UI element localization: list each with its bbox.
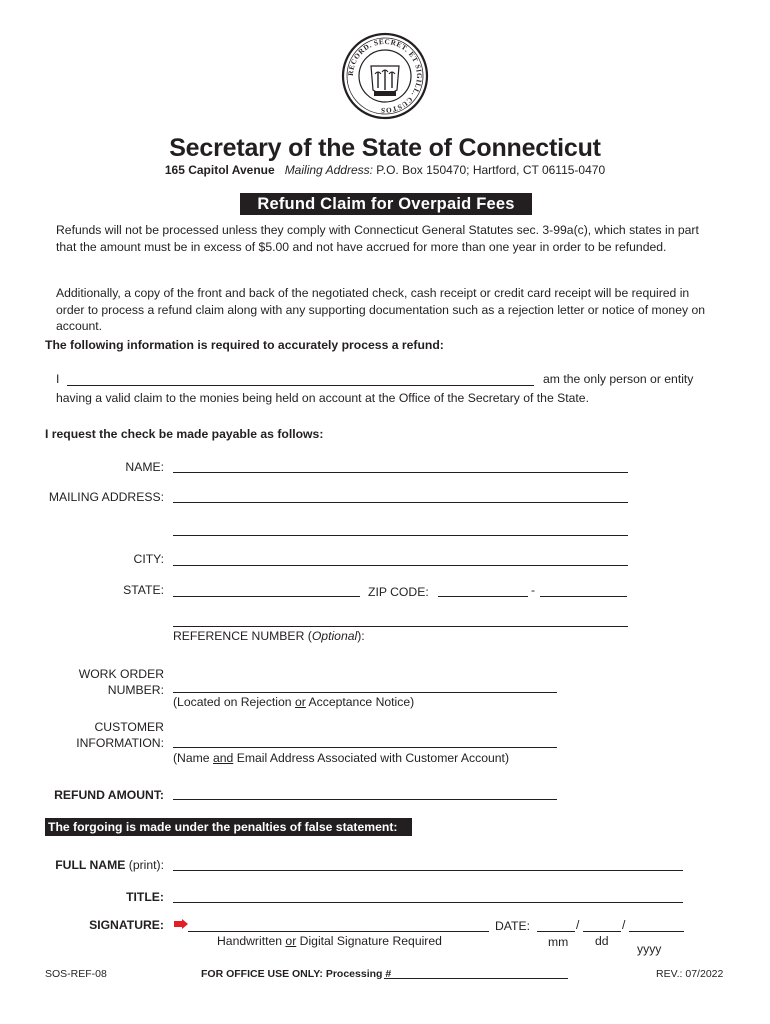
- mailing-address-label: MAILING ADDRESS:: [48, 490, 164, 504]
- name-field[interactable]: [173, 472, 628, 473]
- date-separator: /: [576, 918, 580, 932]
- state-seal-icon: [341, 32, 429, 120]
- state-field[interactable]: [173, 596, 360, 597]
- city-label: CITY:: [133, 552, 164, 566]
- city-field[interactable]: [173, 565, 628, 566]
- reference-number-field[interactable]: [173, 626, 628, 627]
- date-yyyy-hint: yyyy: [637, 942, 662, 956]
- seal-ring-text: RECORD. SECRET. ET SIGILL. CUSTOS: [346, 37, 424, 115]
- date-year-field[interactable]: [629, 931, 684, 932]
- zip-label: ZIP CODE:: [368, 585, 429, 599]
- mailing-address: P.O. Box 150470; Hartford, CT 06115-0470: [376, 163, 606, 177]
- penalty-heading: The forgoing is made under the penalties of false statement:: [45, 818, 412, 836]
- date-month-field[interactable]: [537, 931, 575, 932]
- payable-heading: I request the check be made payable as follows:: [45, 427, 324, 441]
- full-name-label: FULL NAME (print):: [55, 858, 164, 872]
- date-label: DATE:: [495, 919, 530, 933]
- zip-extension-field[interactable]: [540, 596, 627, 597]
- page-title: Secretary of the State of Connecticut: [169, 134, 601, 162]
- processing-number-field[interactable]: [384, 978, 568, 979]
- date-day-field[interactable]: [583, 931, 621, 932]
- full-name-field[interactable]: [173, 870, 683, 871]
- refund-amount-label: REFUND AMOUNT:: [54, 788, 164, 802]
- customer-information-field[interactable]: [173, 747, 557, 748]
- state-label: STATE:: [123, 583, 164, 597]
- claim-line-2: having a valid claim to the monies being held on account at the Office of the Secretary of the State.: [56, 391, 589, 405]
- title-label: TITLE:: [126, 890, 164, 904]
- intro-paragraph-1: Refunds will not be processed unless they comply with Connecticut General Statutes sec. 3-99a(c), which states in part that the amount must be in excess of $5.00 and not have accrued for more than one year in order to be refunded.: [56, 223, 699, 254]
- form-title: Refund Claim for Overpaid Fees: [240, 193, 532, 215]
- work-order-field[interactable]: [173, 692, 557, 693]
- work-order-note: (Located on Rejection or Acceptance Notice): [173, 695, 415, 709]
- zip-dash: -: [531, 583, 536, 597]
- customer-information-note: (Name and Email Address Associated with Customer Account): [173, 751, 510, 765]
- claim-prefix: I: [56, 372, 60, 386]
- mailing-address-field-1[interactable]: [173, 502, 628, 503]
- reference-number-label: REFERENCE NUMBER (Optional):: [173, 629, 365, 643]
- date-mm-hint: mm: [548, 935, 569, 949]
- title-field[interactable]: [173, 902, 683, 903]
- signature-note: Handwritten or Digital Signature Required: [217, 934, 442, 948]
- signature-arrow-icon: [174, 919, 188, 929]
- work-order-label: WORK ORDER NUMBER:: [78, 667, 164, 697]
- required-heading: The following information is required to accurately process a refund:: [45, 338, 444, 352]
- mailing-address-field-2[interactable]: [173, 535, 628, 536]
- claim-suffix: am the only person or entity: [543, 372, 694, 386]
- customer-information-label: CUSTOMER INFORMATION:: [76, 720, 164, 750]
- intro-paragraph-2: Additionally, a copy of the front and back of the negotiated check, cash receipt or credit card receipt will be required in order to process a refund claim along with any supporting documentation such as a rejection letter or notice of money on account.: [56, 286, 706, 333]
- refund-amount-field[interactable]: [173, 799, 557, 800]
- street-address: 165 Capitol Avenue: [164, 163, 275, 177]
- office-address: [0, 163, 770, 177]
- signature-label: SIGNATURE:: [89, 918, 164, 932]
- signature-field[interactable]: [188, 931, 489, 932]
- mailing-label: Mailing Address:: [284, 163, 373, 177]
- date-separator: /: [622, 918, 626, 932]
- name-label: NAME:: [125, 460, 164, 474]
- zip-field[interactable]: [438, 596, 528, 597]
- office-use-label: FOR OFFICE USE ONLY: Processing #: [201, 968, 392, 980]
- date-dd-hint: dd: [595, 934, 609, 948]
- claimant-name-field[interactable]: [67, 385, 534, 386]
- revision-date: REV.: 07/2022: [656, 968, 724, 980]
- form-id: SOS-REF-08: [45, 968, 107, 980]
